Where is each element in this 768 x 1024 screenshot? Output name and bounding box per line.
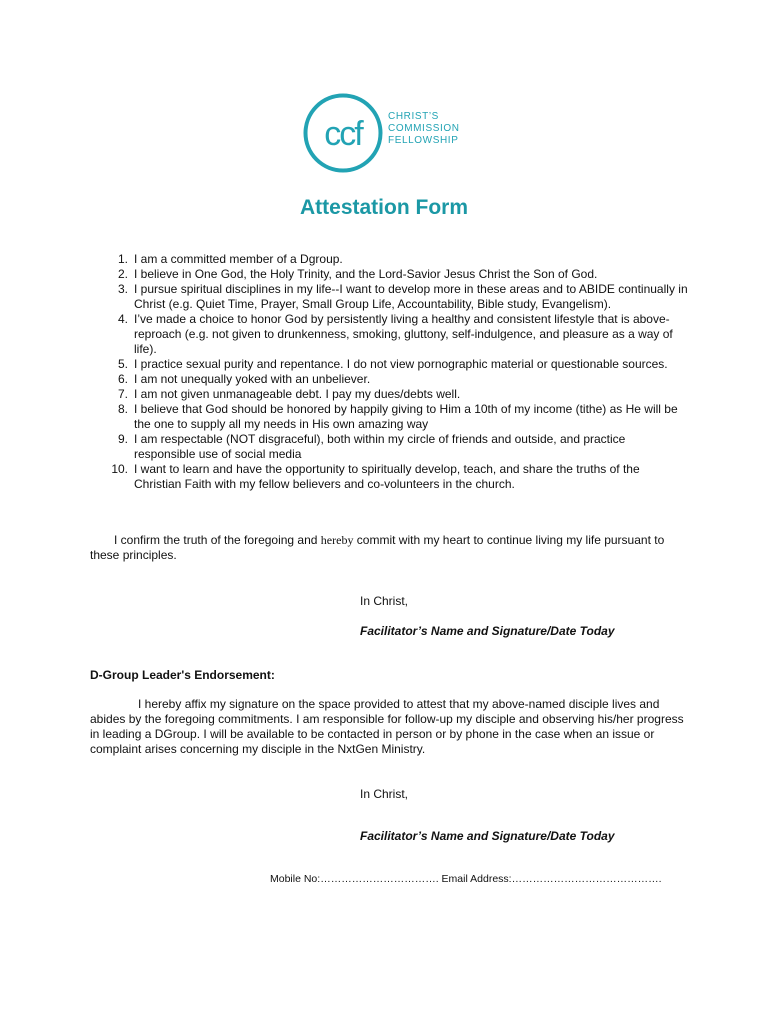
- list-item-text: I’ve made a choice to honor God by persistently living a healthy and consistent lifestyle that is above-reproach (e.g. not given to drunkenness, smoking, gluttony, self-indulgence, and pleasure as a way of life).: [134, 312, 673, 356]
- list-item: [108, 312, 688, 357]
- list-item-number: 8.: [117, 402, 128, 416]
- list-item-text: I pursue spiritual disciplines in my life--I want to develop more in these areas and to ABIDE continually in Christ (e.g. Quiet Time, Prayer, Small Group Life, Accountability, Bible study, Evangelism).: [134, 282, 688, 311]
- list-item-text: I believe in One God, the Holy Trinity, and the Lord-Savior Jesus Christ the Son of God.: [134, 267, 598, 281]
- list-item-number: 2.: [117, 267, 128, 281]
- logo-mark-text: ccf: [324, 115, 362, 153]
- confirm-text-after: commit with my heart to continue living my life pursuant to these principles.: [90, 533, 665, 562]
- facilitator-signature-line-2: Facilitator’s Name and Signature/Date Today: [360, 829, 615, 843]
- list-item: [108, 372, 688, 387]
- list-item: [108, 357, 688, 372]
- list-item-number: 5.: [117, 357, 128, 371]
- logo-line-3: FELLOWSHIP: [388, 135, 459, 146]
- mobile-label: Mobile No:: [270, 873, 321, 885]
- facilitator-signature-line-1: Facilitator’s Name and Signature/Date Today: [360, 624, 615, 638]
- commitments-list: [108, 252, 688, 492]
- list-item-number: 4.: [117, 312, 128, 326]
- logo-line-2: COMMISSION: [388, 123, 460, 134]
- list-item: [108, 267, 688, 282]
- list-item-text: I am respectable (NOT disgraceful), both within my circle of friends and outside, and practice responsible use of social media: [134, 432, 626, 461]
- list-item-number: 1.: [117, 252, 128, 266]
- list-item-number: 7.: [117, 387, 128, 401]
- contact-line: [270, 873, 662, 885]
- confirm-serif-word: hereby: [320, 533, 354, 547]
- email-field: …………………………………….: [511, 873, 662, 885]
- list-item-number: 10.: [111, 462, 128, 476]
- list-item: [108, 282, 688, 312]
- list-item-text: I want to learn and have the opportunity to spiritually develop, teach, and share the truths of the Christian Faith with my fellow believers and co-volunteers in the church.: [134, 462, 640, 491]
- ccf-logo-mark: [302, 92, 384, 174]
- email-label: Email Address:: [441, 873, 512, 885]
- endorsement-paragraph: I hereby affix my signature on the space provided to attest that my above-named disciple lives and abides by the foregoing commitments. I am responsible for follow-up my disciple and observing his/her progress in leading a DGroup. I will be available to be contacted in person or by phone in the case when an issue or complaint arises concerning my disciple in the NxtGen Ministry.: [90, 697, 684, 756]
- list-item-number: 9.: [117, 432, 128, 446]
- list-item-text: I believe that God should be honored by happily giving to Him a 10th of my income (tithe) as He will be the one to supply all my needs in His own amazing way: [134, 402, 678, 431]
- list-item: [108, 462, 688, 492]
- list-item-number: 6.: [117, 372, 128, 386]
- list-item: [108, 387, 688, 402]
- list-item: [108, 402, 688, 432]
- logo-wordmark: [388, 111, 460, 147]
- endorsement-heading: D-Group Leader's Endorsement:: [90, 668, 275, 682]
- logo-line-1: CHRIST’S: [388, 111, 439, 122]
- confirm-text-before: I confirm the truth of the foregoing and: [114, 533, 321, 547]
- confirmation-paragraph: [90, 533, 690, 563]
- list-item-number: 3.: [117, 282, 128, 296]
- list-item-text: I am a committed member of a Dgroup.: [134, 252, 343, 266]
- form-title: Attestation Form: [300, 196, 468, 219]
- list-item-text: I practice sexual purity and repentance. I do not view pornographic material or questionable sources.: [134, 357, 668, 371]
- ccf-logo: [302, 92, 502, 176]
- closing-in-christ-1: In Christ,: [360, 594, 409, 608]
- list-item-text: I am not unequally yoked with an unbeliever.: [134, 372, 371, 386]
- closing-in-christ-2: In Christ,: [360, 787, 409, 801]
- list-item-text: I am not given unmanageable debt. I pay my dues/debts well.: [134, 387, 461, 401]
- mobile-field: …………………………….: [320, 873, 439, 885]
- list-item: [108, 432, 688, 462]
- list-item: [108, 252, 688, 267]
